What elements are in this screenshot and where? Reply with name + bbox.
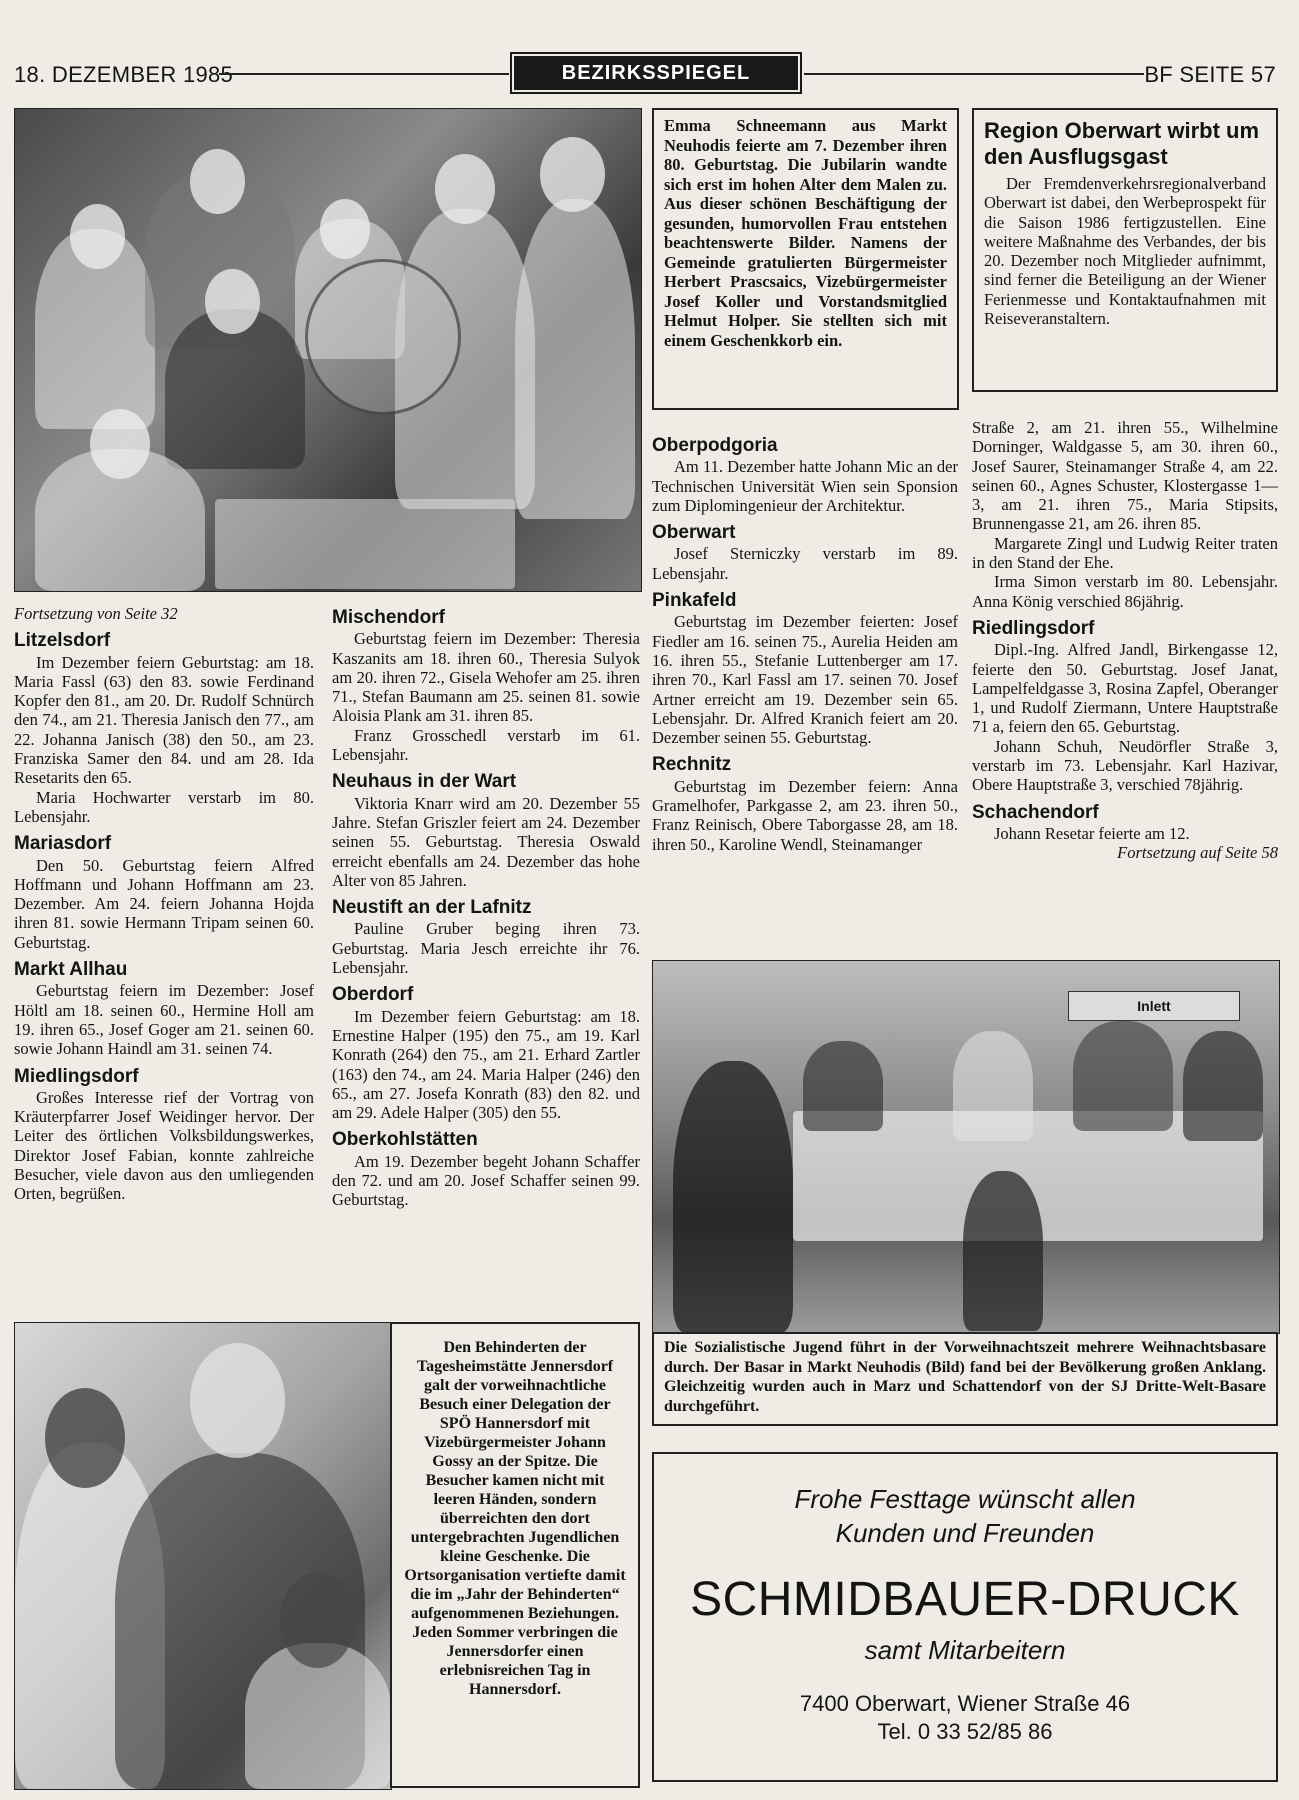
section-title: Neustift an der Lafnitz (332, 897, 532, 919)
section-title: Litzelsdorf (14, 630, 111, 652)
header-rule-left (219, 73, 509, 75)
column-1 (14, 604, 314, 1204)
section-title: Neuhaus in der Wart (332, 771, 517, 793)
section-text: Josef Sterniczky verstarb im 89. Lebensjahr. (652, 544, 958, 583)
section-text: Geburtstag feiern im Dezember: Josef Höltl am 18. seinen 60., Hermine Holl am 19. ihren 65., Josef Goger am 21. seinen 60. sowie Johann Haindl am 31. seinen 74. (14, 981, 314, 1059)
section-title: Oberkohlstätten (332, 1129, 478, 1151)
section-text: Irma Simon verstarb im 80. Lebensjahr. Anna König verschied 86jährig. (972, 572, 1278, 611)
section-text: Den 50. Geburtstag feiern Alfred Hoffmann und Johann Hoffmann am 23. Dezember. Am 24. feiern Johanna Hojda ihren 81. sowie Hermann Tripam seinen 60. Geburtstag. (14, 855, 314, 952)
issue-date: 18. DEZEMBER 1985 (14, 62, 234, 87)
section-text: Geburtstag feiern im Dezember: Theresia Kaszanits am 18. ihren 60., Theresia Sulyok am 20. ihren 72., Gisela Wehofer am 25. ihren 71., Stefan Baumann am 25. seinen 81. sowie Aloisia Plank am 31. ihren 85. (332, 629, 640, 726)
section-text: Pauline Gruber beging ihren 73. Geburtstag. Maria Jesch erreichte ihr 76. Lebensjahr. (332, 919, 640, 978)
column-2 (332, 600, 640, 1210)
continued-on: Fortsetzung auf Seite 58 (1117, 843, 1278, 863)
section-text: Franz Grosschedl verstarb im 61. Lebensjahr. (332, 725, 640, 765)
photo-handicapped-visit (14, 1322, 392, 1790)
section-title: Riedlingsdorf (972, 617, 1095, 639)
photo-caption-schneemann: Emma Schneemann aus Markt Neuhodis feierte am 7. Dezember ihren 80. Geburtstag. Die Jubilarin wandte sich erst im hohen Alter dem Malen zu. Aus dieser schönen Beschäftigung der gesunden, humorvollen Frau entstehen beachtenswerte Bilder. Namens der Gemeinde gratulierten Bürgermeister Herbert Prascsaics, Vizebürgermeister Josef Koller und Vorstandsmitglied Helmut Holper. Sie stellten sich mit einem Geschenkkorb ein. (652, 108, 959, 410)
photo-christmas-bazaar (652, 960, 1280, 1334)
ad-greeting-line2: Kunden und Freunden (835, 1518, 1095, 1548)
ad-address: 7400 Oberwart, Wiener Straße 46 (799, 1691, 1131, 1716)
page-header (14, 60, 1276, 92)
section-title: Pinkafeld (652, 590, 737, 612)
region-oberwart-box (972, 108, 1278, 392)
section-text: Dipl.-Ing. Alfred Jandl, Birkengasse 12, feierte den 50. Geburtstag. Josef Janat, Lampelfeldgasse 3, Rosina Zapfel, Oberanger 1, und Rudolf Ziermann, Untere Hauptstraße 71 a, feiern den 65. Geburtstag. (972, 640, 1278, 737)
section-text: Maria Hochwarter verstarb im 80. Lebensjahr. (14, 787, 314, 826)
section-text: Am 19. Dezember begeht Johann Schaffer den 72. und am 20. Josef Schaffer seinen 99. Geburtstag. (332, 1151, 640, 1210)
section-text: Margarete Zingl und Ludwig Reiter traten in den Stand der Ehe. (972, 533, 1278, 573)
section-text: Johann Schuh, Neudörfler Straße 3, verstarb im 73. Lebensjahr. Karl Hazivar, Obere Hauptstraße 3, verschied 78jährig. (972, 736, 1278, 795)
section-title: Miedlingsdorf (14, 1065, 139, 1087)
column-3 (652, 428, 958, 854)
advertisement-schmidbauer (652, 1452, 1278, 1782)
photo-birthday-gathering (14, 108, 642, 592)
ad-greeting-line3: samt Mitarbeitern (864, 1635, 1066, 1665)
section-text: Viktoria Knarr wird am 20. Dezember 55 Jahre. Stefan Griszler feiert am 24. Dezember seinen 55. Geburtstag. Theresia Oswald erreicht ebenfalls am 24. Dezember das hohe Alter von 85 Jahren. (332, 793, 640, 890)
section-title: Rechnitz (652, 754, 732, 776)
section-title: Oberpodgoria (652, 435, 778, 456)
section-text: Geburtstag im Dezember feierten: Josef Fiedler am 16. seinen 75., Aurelia Heiden am 16. ihren 55., Stefanie Luttenberger am 17. ihren 70., Karl Fassl am 17. seinen 70. Josef Artner erreicht am 19. Dezember sein 65. Lebensjahr. Dr. Alfred Kranich feiert am 20. Dezember seinen 55. Geburtstag. (652, 612, 958, 748)
section-text: Im Dezember feiern Geburtstag: am 18. Ernestine Halper (195) den 75., am 19. Karl Konrath (264) den 75., am 21. Erhard Zartler (163) den 74., am 24. Maria Halper (246) den 65., am 27. Josefa Konrath (83) den 82. und am 29. Adele Halper (305) den 55. (332, 1006, 640, 1123)
section-title: Oberdorf (332, 984, 414, 1006)
ad-greeting-line1: Frohe Festtage wünscht allen (794, 1484, 1136, 1514)
page-number: BF SEITE 57 (1144, 62, 1276, 87)
photo-caption-jennersdorf: Den Behinderten der Tagesheimstätte Jennersdorf galt der vorweihnachtliche Besuch einer Delegation der SPÖ Hannersdorf mit Vizebürgermeister Johann Gossy an der Spitze. Die Besucher kamen nicht mit leeren Händen, sondern überreichten den dort untergebrachten Jugendlichen kleine Geschenke. Die Ortsorganisation vertiefte damit die im „Jahr der Behinderten“ aufgenommenen Beziehungen. Jeden Sommer verbringen die Jennersdorfer einen erlebnisreichen Tag in Hannersdorf. (390, 1322, 640, 1788)
section-title: Mischendorf (332, 607, 445, 628)
section-text: Im Dezember feiern Geburtstag: am 18. Maria Fassl (63) den 83. sowie Ferdinand Kopfer den 81., am 20. Dr. Rudolf Schnürch den 74., am 21. Theresia Janisch den 77., am 22. Johanna Janisch (38) den 50., am 23. Franziska Samer den 84. und am 28. Ida Resetarits den 65. (14, 652, 314, 788)
region-box-title: Region Oberwart wirbt um den Ausflugsgast (984, 118, 1260, 169)
ad-phone: Tel. 0 33 52/85 86 (877, 1719, 1053, 1744)
section-text: Großes Interesse rief der Vortrag von Kräuterpfarrer Josef Weidinger hervor. Der Leiter des örtlichen Volksbildungswerkes, Direktor Josef Fabian, konnte zahlreiche Besucher, viele davon aus den umliegenden Orten, begrüßen. (14, 1087, 314, 1204)
photo-caption-bazaar: Die Sozialistische Jugend führt in der Vorweihnachtszeit mehrere Weihnachtsbasare durch. Der Basar in Markt Neuhodis (Bild) fand bei der Bevölkerung großen Anklang. Gleichzeitig wurden auch in Marz und Schattendorf von der SJ Dritte-Welt-Basare durchgeführt. (652, 1332, 1278, 1426)
header-rule-right (804, 73, 1144, 75)
section-title: Mariasdorf (14, 833, 112, 855)
section-text: Geburtstag im Dezember feiern: Anna Gramelhofer, Parkgasse 2, am 23. ihren 50., Franz Reinisch, Obere Taborgasse 28, am 18. ihren 50., Karoline Wendl, Steinamanger (652, 776, 958, 854)
section-title: Schachendorf (972, 801, 1099, 823)
section-title: Oberwart (652, 522, 736, 544)
section-title: Markt Allhau (14, 959, 128, 981)
shop-sign: Inlett (1068, 991, 1240, 1021)
ad-company-name: SCHMIDBAUER-DRUCK (690, 1573, 1240, 1626)
continued-from: Fortsetzung von Seite 32 (14, 604, 178, 623)
column-4 (972, 418, 1278, 863)
section-text: Straße 2, am 21. ihren 55., Wilhelmine Dorninger, Waldgasse 5, am 30. ihren 60., Josef Saurer, Steinamanger Straße 4, am 22. seinen 60., Agnes Schuster, Klostergasse 1—3, am 21. ihren 75., Maria Stipsits, Brunnengasse 21, am 26. ihren 85. (972, 418, 1278, 534)
section-banner: BEZIRKSSPIEGEL (514, 56, 798, 90)
region-box-text: Der Fremdenverkehrsregionalverband Oberwart ist dabei, den Werbeprospekt für die Saison 1986 fertigzustellen. Eine weitere Maßnahme des Verbandes, der bis 20. Dezember noch Mitglieder aufnimmt, sind ferner die Beteiligung an der Wiener Ferienmesse und Kontaktaufnahmen mit Reiseveranstaltern. (984, 174, 1266, 329)
section-text: Am 11. Dezember hatte Johann Mic an der Technischen Universität Wien sein Sponsion zum Diplomingenieur der Architektur. (652, 457, 958, 515)
section-text: Johann Resetar feierte am 12. (994, 823, 1190, 843)
